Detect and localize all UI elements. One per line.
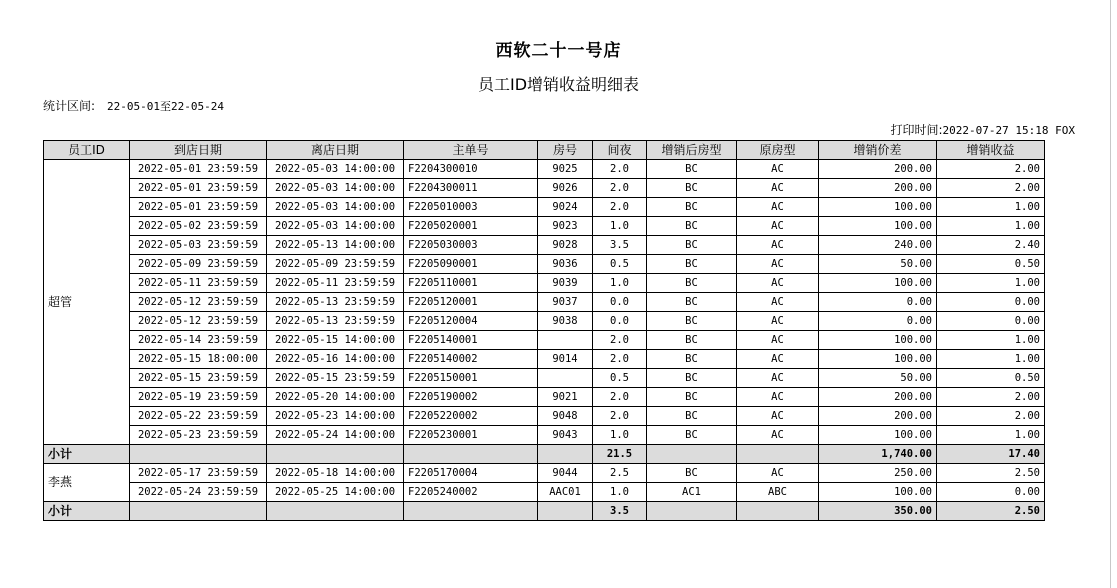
upsell-room-type-cell: BC: [647, 255, 737, 274]
col-header-employee-id: 员工ID: [44, 141, 130, 160]
master-no-cell: F2205220002: [404, 407, 538, 426]
arrival-date-cell: 2022-05-15 23:59:59: [130, 369, 267, 388]
table-row: [44, 274, 1045, 293]
room-nights-cell: 2.0: [593, 179, 647, 198]
col-header-original-room-type: 原房型: [737, 141, 819, 160]
departure-date-cell: 2022-05-03 14:00:00: [267, 198, 404, 217]
upsell-room-type-cell: BC: [647, 236, 737, 255]
original-room-type-cell: AC: [737, 217, 819, 236]
subtotal-label: 小计: [44, 502, 130, 521]
master-no-cell: F2205120001: [404, 293, 538, 312]
revenue-cell: 1.00: [937, 331, 1045, 350]
room-no-cell: 9028: [538, 236, 593, 255]
master-no-cell: F2205110001: [404, 274, 538, 293]
room-nights-cell: 2.0: [593, 160, 647, 179]
departure-date-cell: 2022-05-03 14:00:00: [267, 179, 404, 198]
revenue-cell: 1.00: [937, 217, 1045, 236]
arrival-date-cell: 2022-05-09 23:59:59: [130, 255, 267, 274]
departure-date-cell: 2022-05-03 14:00:00: [267, 160, 404, 179]
room-nights-cell: 0.0: [593, 312, 647, 331]
subtotal-empty-cell: [267, 502, 404, 521]
price-diff-cell: 100.00: [819, 274, 937, 293]
table-row: [44, 160, 1045, 179]
upsell-room-type-cell: BC: [647, 274, 737, 293]
master-no-cell: F2205190002: [404, 388, 538, 407]
room-no-cell: 9026: [538, 179, 593, 198]
master-no-cell: F2205170004: [404, 464, 538, 483]
original-room-type-cell: AC: [737, 198, 819, 217]
revenue-cell: 1.00: [937, 274, 1045, 293]
original-room-type-cell: AC: [737, 426, 819, 445]
room-nights-cell: 2.0: [593, 331, 647, 350]
subtotal-empty-cell: [130, 502, 267, 521]
upsell-room-type-cell: AC1: [647, 483, 737, 502]
subtotal-price-diff-cell: 1,740.00: [819, 445, 937, 464]
col-header-room-no: 房号: [538, 141, 593, 160]
table-row: [44, 350, 1045, 369]
revenue-cell: 2.00: [937, 179, 1045, 198]
arrival-date-cell: 2022-05-23 23:59:59: [130, 426, 267, 445]
master-no-cell: F2204300011: [404, 179, 538, 198]
original-room-type-cell: AC: [737, 350, 819, 369]
subtotal-empty-cell: [130, 445, 267, 464]
departure-date-cell: 2022-05-03 14:00:00: [267, 217, 404, 236]
arrival-date-cell: 2022-05-19 23:59:59: [130, 388, 267, 407]
original-room-type-cell: AC: [737, 464, 819, 483]
col-header-departure-date: 离店日期: [267, 141, 404, 160]
price-diff-cell: 250.00: [819, 464, 937, 483]
subtotal-row: [44, 445, 1045, 464]
arrival-date-cell: 2022-05-01 23:59:59: [130, 198, 267, 217]
table-row: [44, 236, 1045, 255]
subtotal-empty-cell: [404, 502, 538, 521]
room-no-cell: 9044: [538, 464, 593, 483]
room-no-cell: 9025: [538, 160, 593, 179]
room-nights-cell: 1.0: [593, 426, 647, 445]
room-nights-cell: 2.5: [593, 464, 647, 483]
subtotal-empty-cell: [404, 445, 538, 464]
subtotal-nights-cell: 3.5: [593, 502, 647, 521]
subtotal-row: [44, 502, 1045, 521]
room-no-cell: 9024: [538, 198, 593, 217]
room-no-cell: AAC01: [538, 483, 593, 502]
subtotal-empty-cell: [538, 502, 593, 521]
price-diff-cell: 100.00: [819, 217, 937, 236]
arrival-date-cell: 2022-05-01 23:59:59: [130, 160, 267, 179]
subtotal-empty-cell: [647, 445, 737, 464]
room-no-cell: [538, 331, 593, 350]
master-no-cell: F2205240002: [404, 483, 538, 502]
price-diff-cell: 200.00: [819, 160, 937, 179]
original-room-type-cell: AC: [737, 255, 819, 274]
room-nights-cell: 2.0: [593, 407, 647, 426]
original-room-type-cell: AC: [737, 160, 819, 179]
col-header-upsell-revenue: 增销收益: [937, 141, 1045, 160]
departure-date-cell: 2022-05-13 14:00:00: [267, 236, 404, 255]
room-nights-cell: 1.0: [593, 274, 647, 293]
upsell-room-type-cell: BC: [647, 179, 737, 198]
period-value: 22-05-01至22-05-24: [107, 100, 225, 113]
master-no-cell: F2205090001: [404, 255, 538, 274]
original-room-type-cell: AC: [737, 331, 819, 350]
table-row: [44, 464, 1045, 483]
subtotal-revenue-cell: 17.40: [937, 445, 1045, 464]
table-row: [44, 407, 1045, 426]
table-row: [44, 483, 1045, 502]
departure-date-cell: 2022-05-20 14:00:00: [267, 388, 404, 407]
master-no-cell: F2205020001: [404, 217, 538, 236]
revenue-cell: 0.00: [937, 312, 1045, 331]
table-row: [44, 426, 1045, 445]
room-no-cell: 9023: [538, 217, 593, 236]
room-no-cell: 9036: [538, 255, 593, 274]
subtotal-label: 小计: [44, 445, 130, 464]
revenue-cell: 0.00: [937, 483, 1045, 502]
original-room-type-cell: AC: [737, 369, 819, 388]
room-nights-cell: 2.0: [593, 388, 647, 407]
upsell-room-type-cell: BC: [647, 426, 737, 445]
subtotal-empty-cell: [267, 445, 404, 464]
table-row: [44, 255, 1045, 274]
upsell-room-type-cell: BC: [647, 293, 737, 312]
upsell-room-type-cell: BC: [647, 464, 737, 483]
revenue-cell: 0.50: [937, 369, 1045, 388]
room-nights-cell: 2.0: [593, 350, 647, 369]
employee-id-cell: 超管: [44, 160, 130, 445]
original-room-type-cell: ABC: [737, 483, 819, 502]
arrival-date-cell: 2022-05-17 23:59:59: [130, 464, 267, 483]
subtotal-nights-cell: 21.5: [593, 445, 647, 464]
arrival-date-cell: 2022-05-15 18:00:00: [130, 350, 267, 369]
revenue-cell: 1.00: [937, 350, 1045, 369]
arrival-date-cell: 2022-05-03 23:59:59: [130, 236, 267, 255]
price-diff-cell: 100.00: [819, 483, 937, 502]
departure-date-cell: 2022-05-25 14:00:00: [267, 483, 404, 502]
arrival-date-cell: 2022-05-01 23:59:59: [130, 179, 267, 198]
room-nights-cell: 0.5: [593, 255, 647, 274]
upsell-room-type-cell: BC: [647, 388, 737, 407]
departure-date-cell: 2022-05-18 14:00:00: [267, 464, 404, 483]
departure-date-cell: 2022-05-15 23:59:59: [267, 369, 404, 388]
table-row: [44, 217, 1045, 236]
price-diff-cell: 0.00: [819, 293, 937, 312]
arrival-date-cell: 2022-05-12 23:59:59: [130, 293, 267, 312]
departure-date-cell: 2022-05-11 23:59:59: [267, 274, 404, 293]
room-no-cell: 9021: [538, 388, 593, 407]
subtotal-price-diff-cell: 350.00: [819, 502, 937, 521]
price-diff-cell: 200.00: [819, 407, 937, 426]
room-no-cell: [538, 369, 593, 388]
master-no-cell: F2205230001: [404, 426, 538, 445]
subtotal-empty-cell: [647, 502, 737, 521]
subtotal-empty-cell: [737, 502, 819, 521]
revenue-cell: 2.50: [937, 464, 1045, 483]
upsell-room-type-cell: BC: [647, 217, 737, 236]
upsell-room-type-cell: BC: [647, 160, 737, 179]
room-nights-cell: 2.0: [593, 198, 647, 217]
employee-id-cell: 李燕: [44, 464, 130, 502]
arrival-date-cell: 2022-05-22 23:59:59: [130, 407, 267, 426]
table-header-row: [44, 141, 1045, 160]
col-header-room-nights: 间夜: [593, 141, 647, 160]
col-header-upsell-price-diff: 增销价差: [819, 141, 937, 160]
master-no-cell: F2205120004: [404, 312, 538, 331]
upsell-room-type-cell: BC: [647, 312, 737, 331]
col-header-upsell-room-type: 增销后房型: [647, 141, 737, 160]
table-row: [44, 198, 1045, 217]
room-nights-cell: 1.0: [593, 483, 647, 502]
price-diff-cell: 100.00: [819, 350, 937, 369]
table-row: [44, 179, 1045, 198]
room-no-cell: 9039: [538, 274, 593, 293]
price-diff-cell: 200.00: [819, 179, 937, 198]
room-no-cell: 9014: [538, 350, 593, 369]
upsell-room-type-cell: BC: [647, 331, 737, 350]
master-no-cell: F2205010003: [404, 198, 538, 217]
revenue-cell: 2.00: [937, 160, 1045, 179]
statistics-period: [43, 97, 224, 114]
master-no-cell: F2205150001: [404, 369, 538, 388]
print-time-label: 打印时间:: [890, 123, 943, 137]
revenue-cell: 2.00: [937, 407, 1045, 426]
master-no-cell: F2205140002: [404, 350, 538, 369]
arrival-date-cell: 2022-05-14 23:59:59: [130, 331, 267, 350]
original-room-type-cell: AC: [737, 274, 819, 293]
report-subtitle: 员工ID增销收益明细表: [477, 75, 640, 94]
original-room-type-cell: AC: [737, 388, 819, 407]
room-nights-cell: 0.5: [593, 369, 647, 388]
room-no-cell: 9037: [538, 293, 593, 312]
arrival-date-cell: 2022-05-12 23:59:59: [130, 312, 267, 331]
price-diff-cell: 100.00: [819, 426, 937, 445]
room-nights-cell: 1.0: [593, 217, 647, 236]
original-room-type-cell: AC: [737, 293, 819, 312]
departure-date-cell: 2022-05-13 23:59:59: [267, 293, 404, 312]
period-label: 统计区间:: [43, 99, 96, 113]
arrival-date-cell: 2022-05-02 23:59:59: [130, 217, 267, 236]
col-header-master-no: 主单号: [404, 141, 538, 160]
departure-date-cell: 2022-05-24 14:00:00: [267, 426, 404, 445]
master-no-cell: F2205140001: [404, 331, 538, 350]
arrival-date-cell: 2022-05-24 23:59:59: [130, 483, 267, 502]
table-row: [44, 331, 1045, 350]
revenue-cell: 0.50: [937, 255, 1045, 274]
price-diff-cell: 50.00: [819, 369, 937, 388]
upsell-room-type-cell: BC: [647, 350, 737, 369]
price-diff-cell: 50.00: [819, 255, 937, 274]
room-no-cell: 9043: [538, 426, 593, 445]
original-room-type-cell: AC: [737, 236, 819, 255]
upsell-room-type-cell: BC: [647, 407, 737, 426]
room-nights-cell: 0.0: [593, 293, 647, 312]
report-title: 西软二十一号店: [495, 41, 622, 61]
revenue-cell: 1.00: [937, 426, 1045, 445]
subtotal-empty-cell: [538, 445, 593, 464]
detail-table: [43, 140, 1045, 521]
table-row: [44, 388, 1045, 407]
revenue-cell: 2.00: [937, 388, 1045, 407]
price-diff-cell: 240.00: [819, 236, 937, 255]
master-no-cell: F2205030003: [404, 236, 538, 255]
original-room-type-cell: AC: [737, 407, 819, 426]
departure-date-cell: 2022-05-09 23:59:59: [267, 255, 404, 274]
original-room-type-cell: AC: [737, 312, 819, 331]
subtotal-empty-cell: [737, 445, 819, 464]
departure-date-cell: 2022-05-13 23:59:59: [267, 312, 404, 331]
print-time-value: 2022-07-27 15:18 FOX: [942, 124, 1075, 137]
table-row: [44, 293, 1045, 312]
room-no-cell: 9038: [538, 312, 593, 331]
upsell-room-type-cell: BC: [647, 198, 737, 217]
room-no-cell: 9048: [538, 407, 593, 426]
subtotal-revenue-cell: 2.50: [937, 502, 1045, 521]
price-diff-cell: 200.00: [819, 388, 937, 407]
original-room-type-cell: AC: [737, 179, 819, 198]
departure-date-cell: 2022-05-15 14:00:00: [267, 331, 404, 350]
price-diff-cell: 0.00: [819, 312, 937, 331]
upsell-room-type-cell: BC: [647, 369, 737, 388]
revenue-cell: 2.40: [937, 236, 1045, 255]
price-diff-cell: 100.00: [819, 331, 937, 350]
print-time: [891, 121, 1076, 138]
col-header-arrival-date: 到店日期: [130, 141, 267, 160]
price-diff-cell: 100.00: [819, 198, 937, 217]
master-no-cell: F2204300010: [404, 160, 538, 179]
arrival-date-cell: 2022-05-11 23:59:59: [130, 274, 267, 293]
table-row: [44, 369, 1045, 388]
revenue-cell: 1.00: [937, 198, 1045, 217]
revenue-cell: 0.00: [937, 293, 1045, 312]
departure-date-cell: 2022-05-16 14:00:00: [267, 350, 404, 369]
room-nights-cell: 3.5: [593, 236, 647, 255]
departure-date-cell: 2022-05-23 14:00:00: [267, 407, 404, 426]
table-body: [44, 160, 1045, 521]
table-row: [44, 312, 1045, 331]
